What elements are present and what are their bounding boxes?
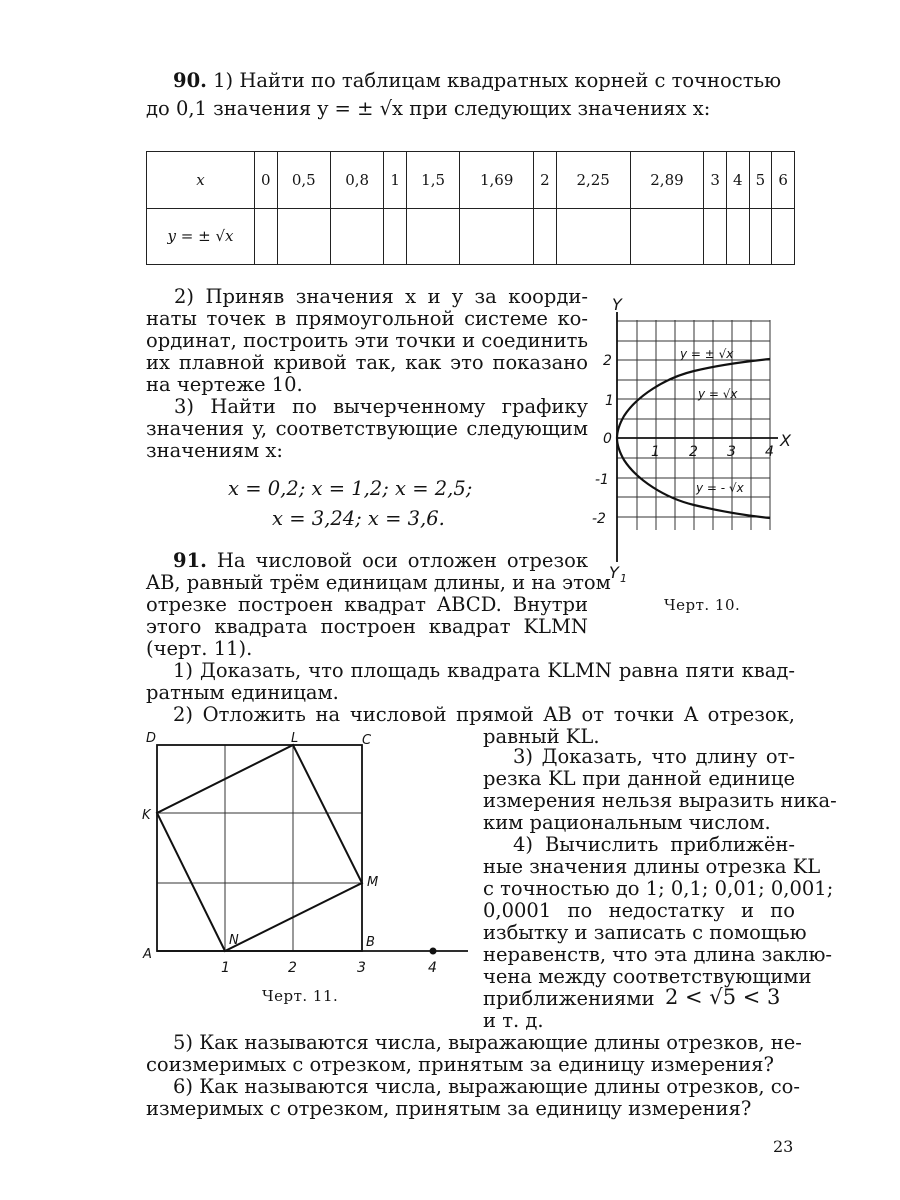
x-axis-label: X [780,431,791,450]
x-tick-label: 1 [651,444,660,460]
y-tick-label: 1 [605,393,614,409]
p90-2-line: наты точек в прямоугольной системе ко- [146,307,588,330]
q4-line: избытку и записать с помощью [483,921,807,944]
x-tick-label: 2 [689,444,698,460]
q5-line: 5) Как называются числа, выражающие длины отрезков, не- [173,1031,802,1054]
p90-2-line: на чертеже 10. [146,373,303,396]
table-cell-empty [630,208,704,265]
inequality: 2 < √5 < 3 [665,985,781,1009]
table-row [147,208,795,265]
table-cell: 5 [749,152,772,209]
square-abcd [157,745,362,951]
q4-line: с точностью до 1; 0,1; 0,01; 0,001; [483,877,834,900]
label-c: C [362,733,372,748]
tick-label: 3 [357,960,366,976]
q6-line: 6) Как называются числа, выражающие длины отрезков, со- [173,1075,800,1098]
p91-line: AB, равный трём единицам длины, и на этом [146,571,611,594]
y-axis-label: Y [612,295,622,314]
q4-line: неравенств, что эта длина заклю- [483,943,833,966]
q4-line: ные значения длины отрезка KL [483,855,821,878]
table-header-x: x [147,152,255,209]
p90-3-line: значения y, соответствующие следующим [146,417,588,440]
table-cell-empty [749,208,772,265]
q3-line: резка KL при данной единице [483,767,795,790]
y-tick-label: -1 [595,472,609,488]
q1-line: 1) Доказать, что площадь квадрата KLMN равна пяти квад- [173,659,795,682]
label-m: M [367,875,379,890]
table-cell: 2,89 [630,152,704,209]
label-k: K [142,808,151,823]
y-tick-label: -2 [592,511,606,527]
table-cell-empty [727,208,750,265]
curve-label-negative: y = - √x [696,481,744,495]
table-cell: 4 [727,152,750,209]
square-klmn [157,745,362,951]
q4-line: приближениями [483,987,655,1010]
p91-line: этого квадрата построен квадрат KLMN [146,615,588,638]
table-cell-empty [406,208,459,265]
table-cell-empty [704,208,727,265]
figure-10-caption: Черт. 10. [664,596,741,614]
p90-2-line: ординат, построить эти точки и соединить [146,329,588,352]
table-cell-empty [460,208,534,265]
q2-line: равный KL. [483,725,600,748]
table-cell-empty [384,208,407,265]
table-row [147,152,795,209]
equation-line-2: x = 3,24; x = 3,6. [272,507,445,530]
p90-2-line: их плавной кривой так, как это показано [146,351,588,374]
page-number: 23 [773,1137,794,1156]
table-cell: 0,5 [277,152,330,209]
problem-number: 91. [173,549,207,572]
tick-label: 2 [288,960,297,976]
p90-3-line: значениям x: [146,439,283,462]
q3-line: 3) Доказать, что длину от- [513,745,795,768]
p91-line: (черт. 11). [146,637,253,660]
tick-label: 1 [221,960,230,976]
table-header-y: y = ± √x [147,208,255,265]
problem-90-line1: 90. 1) Найти по таблицам квадратных корней с точностью [173,69,782,92]
table-cell-empty [534,208,557,265]
table-cell: 3 [704,152,727,209]
q6-line: измеримых с отрезком, принятым за единицу измерения? [146,1097,752,1120]
table-cell: 0 [255,152,278,209]
problem-90-line2: до 0,1 значения y = ± √x при следующих значениях x: [146,97,711,120]
y1-axis-label: Y [609,563,619,582]
q1-line: ратным единицам. [146,681,339,704]
label-b: B [366,935,375,950]
q5-line: соизмеримых с отрезком, принятым за единицу измерения? [146,1053,774,1076]
table-cell: 6 [772,152,795,209]
q4-line: чена между соответствующими [483,965,812,988]
tick-label: 4 [428,960,437,976]
q4-line: и т. д. [483,1009,544,1032]
q3-line: ким рациональным числом. [483,811,771,834]
q2-line: 2) Отложить на числовой прямой AB от точки A отрезок, [173,703,795,726]
table-cell: 0,8 [330,152,383,209]
table-cell-empty [556,208,630,265]
table-cell-empty [277,208,330,265]
q3-line: измерения нельзя выразить ника- [483,789,837,812]
equation-line-1: x = 0,2; x = 1,2; x = 2,5; [228,477,473,500]
problem-number: 90. [173,69,207,92]
origin-label: 0 [603,431,612,447]
p90-2-line: 2) Приняв значения x и y за коорди- [174,285,588,308]
y1-subscript: 1 [620,572,627,585]
values-table [146,151,795,265]
curve-label-positive: y = √x [698,387,738,401]
q4-line: 0,0001 по недостатку и по [483,899,795,922]
q4-line: 4) Вычислить приближён- [513,833,795,856]
table-cell-empty [255,208,278,265]
label-n: N [229,933,239,948]
p90-3-line: 3) Найти по вычерченному графику [174,395,588,418]
label-l: L [291,731,299,746]
table-cell: 1 [384,152,407,209]
p91-line: отрезке построен квадрат ABCD. Внутри [146,593,588,616]
label-a: A [143,947,152,962]
table-cell-empty [330,208,383,265]
table-cell-empty [772,208,795,265]
curve-label-pm: y = ± √x [680,347,734,361]
p91-line: 91. На числовой оси отложен отрезок [173,549,589,572]
x-tick-label: 3 [727,444,736,460]
table-cell: 2,25 [556,152,630,209]
point-4 [430,948,437,955]
figure-11-caption: Черт. 11. [262,987,339,1005]
x-tick-label: 4 [765,444,774,460]
table-cell: 1,5 [406,152,459,209]
figure-11-diagram [140,730,475,1010]
table-cell: 2 [534,152,557,209]
label-d: D [146,731,157,746]
table-cell: 1,69 [460,152,534,209]
figure-10-graph [590,290,805,590]
y-tick-label: 2 [603,353,612,369]
